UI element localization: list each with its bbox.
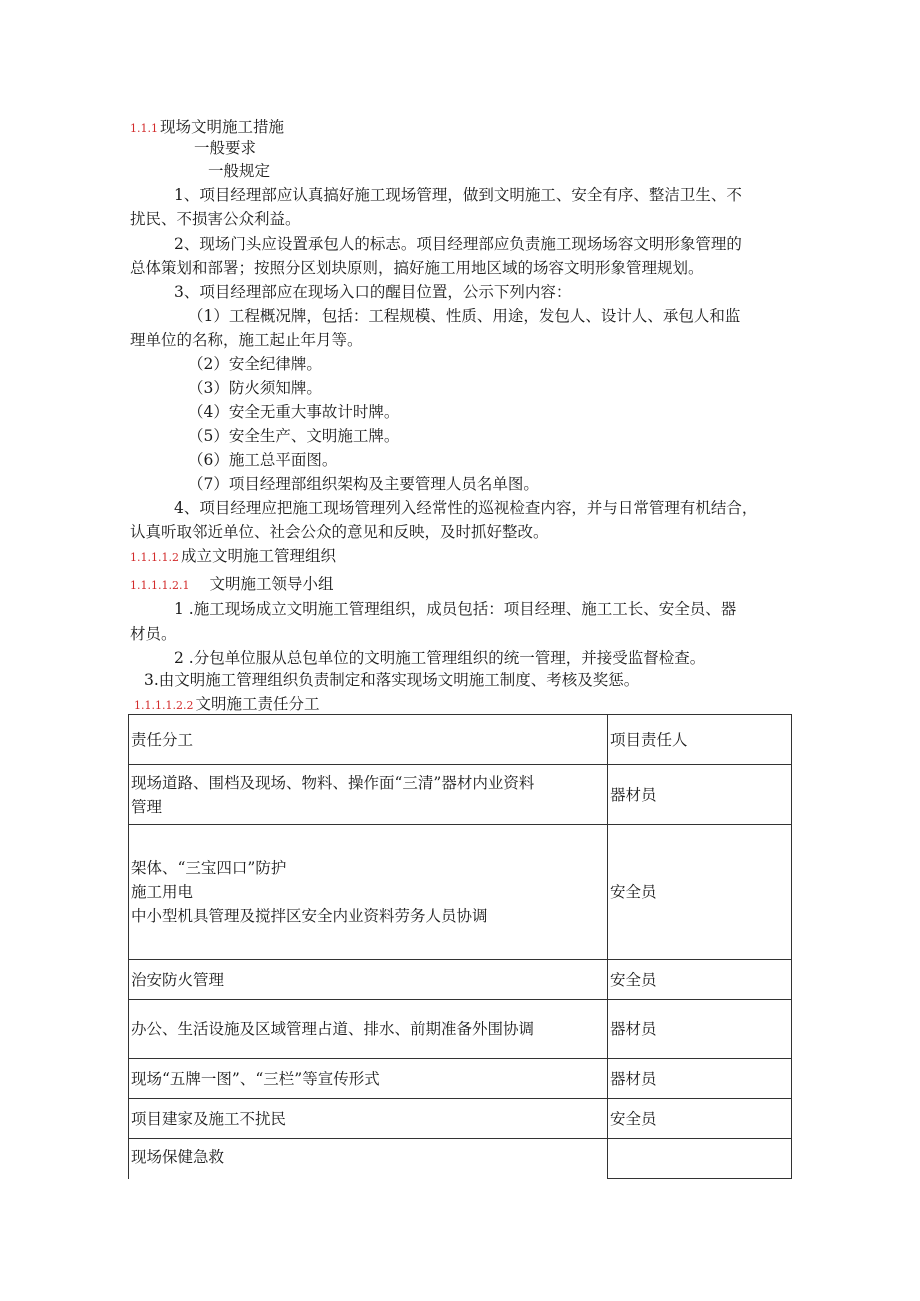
duty-line: 施工用电 <box>131 883 194 901</box>
duty-line: 现场“五牌一图”、“三栏”等宣传形式 <box>131 1069 380 1088</box>
duty-cell <box>129 1000 608 1059</box>
header-person: 项目责任人 <box>608 715 792 765</box>
section-heading <box>130 117 284 139</box>
table-header-row <box>129 715 792 765</box>
section-number: 1.1.1.1.2 <box>130 551 179 564</box>
paragraph-1-line1: 1、项目经理部应认真搞好施工现场管理，做到文明施工、安全有序、整洁卫生、不 <box>174 186 742 204</box>
table-row <box>129 1139 792 1179</box>
paragraph-4-line1: 4、项目经理应把施工现场管理列入经常性的巡视检查内容，并与日常管理有机结合， <box>174 499 758 517</box>
item-1-line1: （1）工程概况牌，包括：工程规模、性质、用途，发包人、设计人、承包人和监 <box>188 307 741 325</box>
section-number: 1.1.1.1.2.1 <box>130 579 190 592</box>
org-paragraph-1-line1: 1 .施工现场成立文明施工管理组织，成员包括：项目经理、施工工长、安全员、器 <box>174 600 737 618</box>
org-paragraph-1-line2: 材员。 <box>130 625 177 643</box>
duty-cell <box>129 1059 608 1099</box>
org-paragraph-3: 3.由文明施工管理组织负责制定和落实现场文明施工制度、考核及奖惩。 <box>144 671 640 689</box>
list-item: （7）项目经理部组织架构及主要管理人员名单图。 <box>188 475 539 493</box>
duty-line: 中小型机具管理及搅拌区安全内业资料劳务人员协调 <box>131 907 488 925</box>
duty-line: 现场保健急救 <box>131 1148 225 1166</box>
duty-line: 架体、“三宝四口”防护 <box>131 859 287 877</box>
list-item: （3）防火须知牌。 <box>188 379 322 397</box>
duty-cell <box>129 765 608 825</box>
duty-cell <box>129 825 608 960</box>
duty-cell <box>129 1099 608 1139</box>
list-item: （2）安全纪律牌。 <box>188 355 322 373</box>
subheading-general-rules: 一般规定 <box>208 162 271 180</box>
person-cell: 安全员 <box>608 1099 792 1139</box>
person-cell: 器材员 <box>608 765 792 825</box>
person-cell <box>608 1139 792 1179</box>
person-cell: 器材员 <box>608 1059 792 1099</box>
section-heading-3 <box>130 574 334 596</box>
table-row <box>129 1000 792 1059</box>
paragraph-2-line2: 总体策划和部署；按照分区划块原则，搞好施工用地区域的场容文明形象管理规划。 <box>130 259 704 277</box>
subheading-general-requirements: 一般要求 <box>194 139 257 157</box>
paragraph-1-line2: 扰民、不损害公众利益。 <box>130 210 301 228</box>
table-row <box>129 960 792 1000</box>
table-row <box>129 765 792 825</box>
list-item: （4）安全无重大事故计时牌。 <box>188 403 400 421</box>
section-number: 1.1.1.1.2.2 <box>134 699 194 712</box>
section-title: 文明施工责任分工 <box>195 695 320 713</box>
section-heading-4 <box>134 694 320 716</box>
duty-cell <box>129 960 608 1000</box>
paragraph-3: 3、项目经理部应在现场入口的醒目位置，公示下列内容： <box>174 283 572 301</box>
duty-line: 管理 <box>131 797 163 816</box>
person-cell: 器材员 <box>608 1000 792 1059</box>
section-number: 1.1.1 <box>130 122 158 135</box>
duty-line: 治安防火管理 <box>131 970 225 989</box>
duty-line: 办公、生活设施及区域管理占道、排水、前期准备外围协调 <box>131 1020 535 1038</box>
list-item: （6）施工总平面图。 <box>188 451 338 469</box>
person-cell: 安全员 <box>608 825 792 960</box>
paragraph-4-line2: 认真听取邻近单位、社会公众的意见和反映，及时抓好整改。 <box>130 523 549 541</box>
duty-line: 现场道路、围档及现场、物料、操作面“三清”器材内业资料 <box>131 773 535 792</box>
section-title: 文明施工领导小组 <box>209 575 334 593</box>
table-row <box>129 1059 792 1099</box>
duty-line: 项目建家及施工不扰民 <box>131 1109 287 1128</box>
person-cell: 安全员 <box>608 960 792 1000</box>
header-duty: 责任分工 <box>129 715 608 765</box>
org-paragraph-2: 2 .分包单位服从总包单位的文明施工管理组织的统一管理，并接受监督检查。 <box>174 649 706 667</box>
table-row <box>129 825 792 960</box>
section-heading-2 <box>130 546 336 568</box>
responsibility-table <box>128 714 792 1179</box>
item-1-line2: 理单位的名称，施工起止年月等。 <box>130 331 363 349</box>
paragraph-2-line1: 2、现场门头应设置承包人的标志。项目经理部应负责施工现场场容文明形象管理的 <box>174 235 742 253</box>
section-title: 成立文明施工管理组织 <box>180 547 336 565</box>
table-row <box>129 1099 792 1139</box>
section-title: 现场文明施工措施 <box>160 118 285 136</box>
duty-cell <box>129 1139 608 1179</box>
list-item: （5）安全生产、文明施工牌。 <box>188 427 400 445</box>
